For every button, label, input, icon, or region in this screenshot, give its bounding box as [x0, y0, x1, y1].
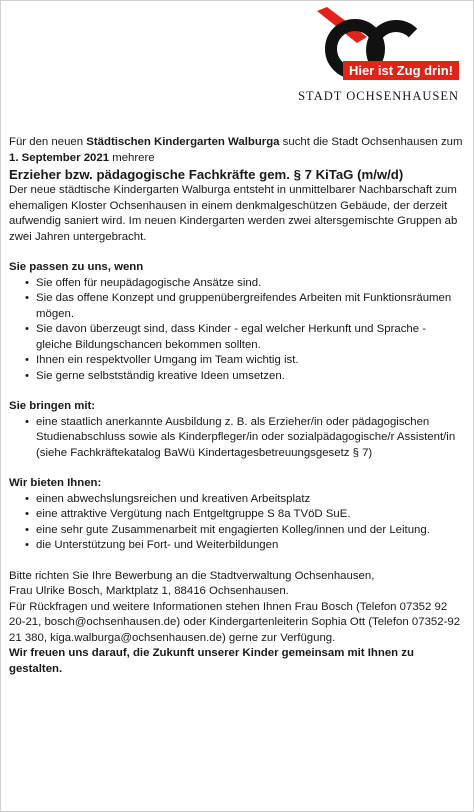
list-item: • Ihnen ein respektvoller Umgang im Team wichtig ist.	[9, 353, 465, 369]
offer-list	[9, 492, 465, 554]
section-heading-fit: Sie passen zu uns, wenn	[9, 261, 144, 273]
contact-line: Bitte richten Sie Ihre Bewerbung an die Stadtverwaltung Ochsenhausen,	[9, 569, 375, 582]
list-item: • eine staatlich anerkannte Ausbildung z. B. als Erzieher/in oder pädagogischen Studienabschluss sowie als Kinderpfleger/in oder sozialpädagogische/r Assistent/in (siehe Fachkräftekatalog BaWü Kindertagesbetreuungsgesetz § 7)	[9, 415, 465, 462]
list-item: • Sie offen für neupädagogische Ansätze sind.	[9, 276, 465, 292]
job-title: Erzieher bzw. pädagogische Fachkräfte gem. § 7 KiTaG (m/w/d)	[9, 167, 404, 182]
contact-line: Frau Ulrike Bosch, Marktplatz 1, 88416 Ochsenhausen.	[9, 585, 289, 597]
list-item: • Sie gerne selbstständig kreative Ideen umsetzen.	[9, 369, 465, 385]
list-item: • Sie davon überzeugt sind, dass Kinder - egal welcher Herkunft und Sprache - gleiche Bildungschancen bekommen sollten.	[9, 322, 465, 353]
list-item: • eine sehr gute Zusammenarbeit mit engagierten Kolleg/innen und der Leitung.	[9, 523, 465, 539]
intro-text: Für den neuen Städtischen Kindergarten Walburga sucht die Stadt Ochsenhausen zum 1. September 2021 mehrere	[9, 136, 463, 164]
fit-list	[9, 276, 465, 385]
contact-line: Für Rückfragen und weitere Informationen stehen Ihnen Frau Bosch (Telefon 07352 92 20-21, bosch@ochsenhausen.de) oder Kindergartenleiterin Sophia Ott (Telefon 07352-92 21 380, kiga.walburga@ochsenhausen.de) gerne zur Verfügung.	[9, 600, 461, 644]
section-heading-bring: Sie bringen mit:	[9, 400, 96, 412]
ad-content	[9, 135, 465, 677]
list-item: • einen abwechslungsreichen und kreativen Arbeitsplatz	[9, 492, 465, 508]
closing-statement: Wir freuen uns darauf, die Zukunft unserer Kinder gemeinsam mit Ihnen zu gestalten.	[9, 647, 414, 675]
list-item: • die Unterstützung bei Fort- und Weiterbildungen	[9, 538, 465, 554]
list-item: • eine attraktive Vergütung nach Entgeltgruppe S 8a TVöD SuE.	[9, 507, 465, 523]
bring-list	[9, 415, 465, 462]
city-logo	[269, 7, 459, 103]
description: Der neue städtische Kindergarten Walburga entsteht in unmittelbarer Nachbarschaft zum ehemaligen Kloster Ochsenhausen in einem denkmalgeschützen Gebäude, der derzeit aufwendig saniert wird. Im neuen Kindergarten werden zwei altersgemischte Gruppen ab zwei Jahren untergebracht.	[9, 184, 458, 243]
list-item: • Sie das offene Konzept und gruppenübergreifendes Arbeiten mit Funktionsräumen mögen.	[9, 291, 465, 322]
slogan-badge: Hier ist Zug drin!	[343, 61, 459, 80]
start-date: 1. September 2021	[9, 151, 110, 164]
section-heading-offer: Wir bieten Ihnen:	[9, 477, 102, 489]
kindergarten-name: Städtischen Kindergarten Walburga	[86, 136, 280, 148]
city-name: STADT OCHSENHAUSEN	[298, 89, 459, 103]
